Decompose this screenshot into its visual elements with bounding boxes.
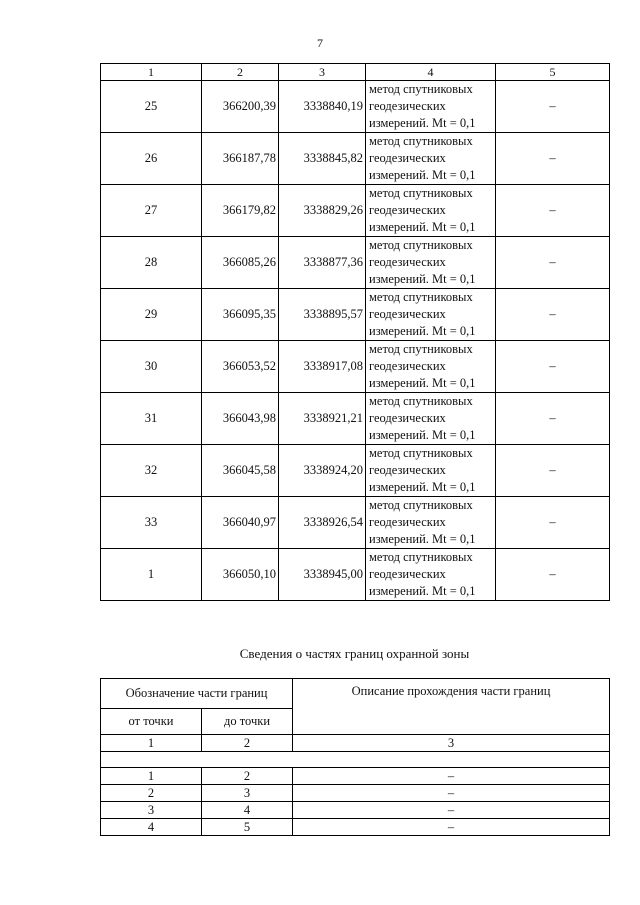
method-line: метод спутниковых [369,550,473,564]
x-coordinate: 366045,58 [202,445,279,497]
method-line: геодезических [369,411,446,425]
point-number: 29 [101,289,202,341]
y-coordinate: 3338895,57 [279,289,366,341]
method-line: измерений. Mt = 0,1 [369,324,476,338]
section-title: Сведения о частях границ охранной зоны [239,646,470,661]
method-line: геодезических [369,463,446,477]
method-line: геодезических [369,359,446,373]
column-number: 5 [496,64,610,81]
method-line: геодезических [369,567,446,581]
method-line: метод спутниковых [369,186,473,200]
method-cell [366,445,496,497]
y-coordinate: 3338840,19 [279,81,366,133]
description-cell: – [293,819,610,836]
boundary-part-row [101,802,610,819]
y-coordinate: 3338926,54 [279,497,366,549]
method-cell [366,341,496,393]
method-line: метод спутниковых [369,290,473,304]
x-coordinate: 366053,52 [202,341,279,393]
method-line: измерений. Mt = 0,1 [369,168,476,182]
to-point: 5 [202,819,293,836]
x-coordinate: 366179,82 [202,185,279,237]
method-line: геодезических [369,151,446,165]
coordinates-row [101,133,610,185]
parts-column-numbers-row [101,735,610,752]
method-line: метод спутниковых [369,82,473,96]
note-cell: – [496,289,610,341]
column-number: 1 [101,735,202,752]
method-cell [366,185,496,237]
x-coordinate: 366050,10 [202,549,279,601]
point-number: 31 [101,393,202,445]
method-line: геодезических [369,99,446,113]
description-cell: – [293,785,610,802]
method-line: метод спутниковых [369,498,473,512]
method-line: измерений. Mt = 0,1 [369,428,476,442]
method-cell [366,81,496,133]
parts-empty-row [101,752,610,768]
from-point-header: от точки [101,709,202,735]
description-cell: – [293,768,610,785]
note-cell: – [496,185,610,237]
method-line: метод спутниковых [369,238,473,252]
note-cell: – [496,237,610,289]
method-line: геодезических [369,515,446,529]
note-cell: – [496,81,610,133]
coordinates-row [101,185,610,237]
column-number: 1 [101,64,202,81]
point-number: 25 [101,81,202,133]
method-line: измерений. Mt = 0,1 [369,376,476,390]
coordinates-row [101,81,610,133]
from-point: 3 [101,802,202,819]
method-line: геодезических [369,255,446,269]
x-coordinate: 366085,26 [202,237,279,289]
to-point: 3 [202,785,293,802]
note-cell: – [496,497,610,549]
column-number: 3 [293,735,610,752]
coordinates-row [101,549,610,601]
boundary-part-row [101,785,610,802]
coordinates-row [101,393,610,445]
note-cell: – [496,549,610,601]
x-coordinate: 366040,97 [202,497,279,549]
coordinates-row [101,341,610,393]
from-point: 2 [101,785,202,802]
point-number: 30 [101,341,202,393]
description-header: Описание прохождения части границ [293,679,610,735]
method-line: геодезических [369,203,446,217]
x-coordinate: 366200,39 [202,81,279,133]
point-number: 27 [101,185,202,237]
to-point: 4 [202,802,293,819]
note-cell: – [496,133,610,185]
y-coordinate: 3338877,36 [279,237,366,289]
y-coordinate: 3338921,21 [279,393,366,445]
boundary-part-row [101,768,610,785]
coordinates-row [101,237,610,289]
description-cell: – [293,802,610,819]
method-line: измерений. Mt = 0,1 [369,532,476,546]
method-line: измерений. Mt = 0,1 [369,584,476,598]
method-cell [366,549,496,601]
to-point: 2 [202,768,293,785]
column-number: 3 [279,64,366,81]
point-number: 26 [101,133,202,185]
y-coordinate: 3338945,00 [279,549,366,601]
method-line: метод спутниковых [369,342,473,356]
y-coordinate: 3338924,20 [279,445,366,497]
coordinates-row [101,445,610,497]
boundary-parts-table [100,678,610,836]
method-line: измерений. Mt = 0,1 [369,480,476,494]
column-number: 4 [366,64,496,81]
empty-cell [101,752,610,768]
parts-header-row [101,679,610,709]
x-coordinate: 366043,98 [202,393,279,445]
method-line: измерений. Mt = 0,1 [369,272,476,286]
y-coordinate: 3338845,82 [279,133,366,185]
x-coordinate: 366095,35 [202,289,279,341]
method-line: метод спутниковых [369,134,473,148]
point-number: 32 [101,445,202,497]
boundary-part-row [101,819,610,836]
point-number: 33 [101,497,202,549]
x-coordinate: 366187,78 [202,133,279,185]
page-number: 7 [317,36,323,50]
method-cell [366,497,496,549]
method-cell [366,133,496,185]
to-point-header: до точки [202,709,293,735]
method-cell [366,289,496,341]
coordinates-table [100,63,610,601]
y-coordinate: 3338829,26 [279,185,366,237]
point-number: 1 [101,549,202,601]
y-coordinate: 3338917,08 [279,341,366,393]
column-number: 2 [202,735,293,752]
method-line: метод спутниковых [369,446,473,460]
designation-header: Обозначение части границ [101,679,293,709]
column-number: 2 [202,64,279,81]
coordinates-header-row [101,64,610,81]
from-point: 4 [101,819,202,836]
note-cell: – [496,341,610,393]
method-line: измерений. Mt = 0,1 [369,116,476,130]
note-cell: – [496,393,610,445]
coordinates-row [101,497,610,549]
method-line: геодезических [369,307,446,321]
method-line: измерений. Mt = 0,1 [369,220,476,234]
method-cell [366,237,496,289]
point-number: 28 [101,237,202,289]
from-point: 1 [101,768,202,785]
coordinates-row [101,289,610,341]
note-cell: – [496,445,610,497]
method-cell [366,393,496,445]
method-line: метод спутниковых [369,394,473,408]
